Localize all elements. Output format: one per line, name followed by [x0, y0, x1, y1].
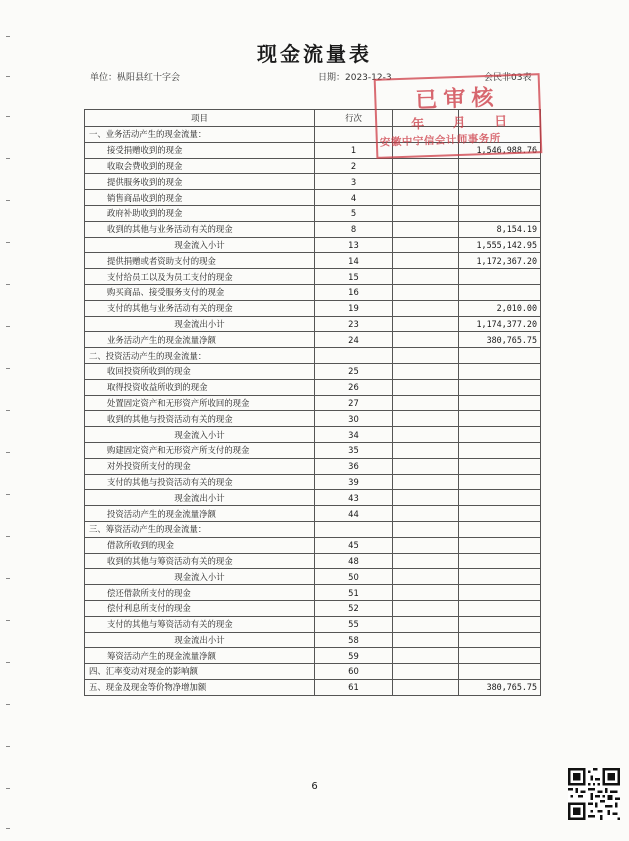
row-line-number: 23 [315, 316, 393, 332]
row-prior-amount [393, 616, 459, 632]
row-line-number: 58 [315, 632, 393, 648]
row-amount: 380,765.75 [459, 332, 541, 348]
table-row [85, 158, 541, 174]
row-item-label: 支付的其他与筹资活动有关的现金 [85, 616, 315, 632]
row-item-label: 借款所收到的现金 [85, 537, 315, 553]
row-item-label: 偿还借款所支付的现金 [85, 585, 315, 601]
table-row [85, 632, 541, 648]
row-item-label: 提供服务收到的现金 [85, 174, 315, 190]
row-item-label: 四、汇率变动对现金的影响额 [85, 664, 315, 680]
row-amount [459, 158, 541, 174]
row-line-number: 50 [315, 569, 393, 585]
row-item-label: 收到的其他与筹资活动有关的现金 [85, 553, 315, 569]
row-line-number: 59 [315, 648, 393, 664]
row-amount [459, 490, 541, 506]
row-prior-amount [393, 300, 459, 316]
table-row [85, 332, 541, 348]
header-line: 行次 [315, 110, 393, 127]
row-line-number: 44 [315, 506, 393, 522]
row-prior-amount [393, 348, 459, 364]
row-prior-amount [393, 379, 459, 395]
row-item-label: 支付的其他与业务活动有关的现金 [85, 300, 315, 316]
row-item-label: 提供捐赠或者资助支付的现金 [85, 253, 315, 269]
row-item-label: 现金流出小计 [85, 316, 315, 332]
row-prior-amount [393, 442, 459, 458]
table-row [85, 316, 541, 332]
row-item-label: 三、筹资活动产生的现金流量： [85, 521, 315, 537]
table-row [85, 427, 541, 443]
row-item-label: 筹资活动产生的现金流量净额 [85, 648, 315, 664]
row-prior-amount [393, 679, 459, 695]
table-row [85, 237, 541, 253]
row-amount [459, 427, 541, 443]
row-item-label: 购建固定资产和无形资产所支付的现金 [85, 442, 315, 458]
row-item-label: 收到的其他与投资活动有关的现金 [85, 411, 315, 427]
row-line-number: 15 [315, 269, 393, 285]
unit-label: 单位：枞阳县红十字会 [90, 73, 181, 83]
row-amount [459, 442, 541, 458]
stamp-line2: 年 月 日 [411, 113, 520, 133]
row-amount: 1,546,988.76 [459, 142, 541, 158]
row-amount [459, 411, 541, 427]
stamp-org: 安徽中宁信会计师事务所 [379, 132, 502, 149]
row-item-label: 投资活动产生的现金流量净额 [85, 506, 315, 522]
table-row [85, 253, 541, 269]
table-row [85, 553, 541, 569]
row-line-number: 8 [315, 221, 393, 237]
row-prior-amount [393, 395, 459, 411]
table-row [85, 585, 541, 601]
row-amount [459, 569, 541, 585]
table-row [85, 664, 541, 680]
audit-stamp [374, 73, 543, 159]
row-prior-amount [393, 269, 459, 285]
table-row [85, 474, 541, 490]
row-item-label: 二、投资活动产生的现金流量： [85, 348, 315, 364]
table-row [85, 395, 541, 411]
qr-code-icon [568, 768, 620, 820]
row-line-number: 24 [315, 332, 393, 348]
row-prior-amount [393, 600, 459, 616]
document-title: 现金流量表 [257, 42, 372, 66]
row-line-number: 26 [315, 379, 393, 395]
row-prior-amount [393, 632, 459, 648]
row-prior-amount [393, 237, 459, 253]
row-amount [459, 632, 541, 648]
row-line-number: 60 [315, 664, 393, 680]
row-amount [459, 600, 541, 616]
row-line-number: 45 [315, 537, 393, 553]
row-amount [459, 648, 541, 664]
row-prior-amount [393, 490, 459, 506]
row-item-label: 取得投资收益所收到的现金 [85, 379, 315, 395]
row-amount [459, 553, 541, 569]
row-line-number: 1 [315, 142, 393, 158]
row-prior-amount [393, 569, 459, 585]
row-amount [459, 458, 541, 474]
row-prior-amount [393, 284, 459, 300]
row-amount [459, 585, 541, 601]
row-item-label: 五、现金及现金等价物净增加额 [85, 679, 315, 695]
cash-flow-table [84, 109, 541, 696]
row-line-number: 14 [315, 253, 393, 269]
row-amount: 1,174,377.20 [459, 316, 541, 332]
form-number: 会民非03表 [484, 73, 532, 83]
row-line-number: 5 [315, 205, 393, 221]
table-row [85, 190, 541, 206]
row-item-label: 接受捐赠收到的现金 [85, 142, 315, 158]
row-line-number: 39 [315, 474, 393, 490]
table-row [85, 411, 541, 427]
table-row [85, 521, 541, 537]
table-row [85, 348, 541, 364]
row-item-label: 政府补助收到的现金 [85, 205, 315, 221]
header-item: 项目 [85, 110, 315, 127]
table-row [85, 363, 541, 379]
row-amount [459, 616, 541, 632]
row-amount [459, 506, 541, 522]
row-line-number: 25 [315, 363, 393, 379]
row-prior-amount [393, 316, 459, 332]
row-line-number: 61 [315, 679, 393, 695]
row-prior-amount [393, 506, 459, 522]
row-line-number: 2 [315, 158, 393, 174]
row-amount: 1,172,367.20 [459, 253, 541, 269]
row-item-label: 收回投资所收到的现金 [85, 363, 315, 379]
row-item-label: 现金流入小计 [85, 427, 315, 443]
row-item-label: 现金流入小计 [85, 569, 315, 585]
row-item-label: 偿付利息所支付的现金 [85, 600, 315, 616]
row-prior-amount [393, 458, 459, 474]
row-prior-amount [393, 427, 459, 443]
row-line-number [315, 521, 393, 537]
table-row [85, 174, 541, 190]
row-line-number: 48 [315, 553, 393, 569]
row-line-number: 27 [315, 395, 393, 411]
row-line-number: 43 [315, 490, 393, 506]
row-prior-amount [393, 158, 459, 174]
row-item-label: 业务活动产生的现金流量净额 [85, 332, 315, 348]
row-item-label: 现金流入小计 [85, 237, 315, 253]
row-amount [459, 363, 541, 379]
table-row [85, 300, 541, 316]
row-line-number: 3 [315, 174, 393, 190]
row-amount [459, 205, 541, 221]
row-line-number: 36 [315, 458, 393, 474]
row-amount [459, 537, 541, 553]
row-item-label: 处置固定资产和无形资产所收回的现金 [85, 395, 315, 411]
row-item-label: 收到的其他与业务活动有关的现金 [85, 221, 315, 237]
row-line-number: 13 [315, 237, 393, 253]
row-amount: 1,555,142.95 [459, 237, 541, 253]
table-row [85, 458, 541, 474]
table-row [85, 569, 541, 585]
table-row [85, 648, 541, 664]
row-amount [459, 395, 541, 411]
table-row [85, 284, 541, 300]
row-prior-amount [393, 190, 459, 206]
row-prior-amount [393, 411, 459, 427]
row-item-label: 购买商品、接受服务支付的现金 [85, 284, 315, 300]
table-row [85, 616, 541, 632]
table-row [85, 537, 541, 553]
table-row [85, 205, 541, 221]
row-amount [459, 190, 541, 206]
row-line-number: 19 [315, 300, 393, 316]
row-prior-amount [393, 174, 459, 190]
row-item-label: 销售商品收到的现金 [85, 190, 315, 206]
date-label: 日期：2023-12-3 [318, 73, 392, 83]
row-amount: 2,010.00 [459, 300, 541, 316]
row-item-label: 现金流出小计 [85, 632, 315, 648]
row-amount: 8,154.19 [459, 221, 541, 237]
table-row [85, 442, 541, 458]
row-item-label: 对外投资所支付的现金 [85, 458, 315, 474]
row-prior-amount [393, 221, 459, 237]
row-prior-amount [393, 537, 459, 553]
table-row [85, 490, 541, 506]
table-row [85, 269, 541, 285]
table-row [85, 221, 541, 237]
row-amount [459, 664, 541, 680]
stamp-line1: 已审核 [414, 85, 500, 114]
row-line-number [315, 348, 393, 364]
row-line-number: 52 [315, 600, 393, 616]
row-prior-amount [393, 332, 459, 348]
row-amount [459, 348, 541, 364]
row-amount [459, 379, 541, 395]
row-prior-amount [393, 553, 459, 569]
row-item-label: 收取会费收到的现金 [85, 158, 315, 174]
row-amount [459, 269, 541, 285]
row-amount [459, 474, 541, 490]
row-line-number: 30 [315, 411, 393, 427]
row-item-label: 一、业务活动产生的现金流量： [85, 127, 315, 143]
row-line-number: 51 [315, 585, 393, 601]
row-line-number: 34 [315, 427, 393, 443]
table-row [85, 600, 541, 616]
row-prior-amount [393, 205, 459, 221]
row-prior-amount [393, 585, 459, 601]
row-prior-amount [393, 363, 459, 379]
row-amount [459, 284, 541, 300]
row-item-label: 现金流出小计 [85, 490, 315, 506]
table-row [85, 506, 541, 522]
row-prior-amount [393, 253, 459, 269]
row-amount: 380,765.75 [459, 679, 541, 695]
row-line-number: 4 [315, 190, 393, 206]
row-line-number: 55 [315, 616, 393, 632]
row-prior-amount [393, 648, 459, 664]
row-line-number: 16 [315, 284, 393, 300]
table-row [85, 379, 541, 395]
row-item-label: 支付的其他与投资活动有关的现金 [85, 474, 315, 490]
row-prior-amount [393, 664, 459, 680]
row-amount [459, 174, 541, 190]
row-line-number: 35 [315, 442, 393, 458]
row-amount [459, 521, 541, 537]
row-prior-amount [393, 521, 459, 537]
page-number: 6 [311, 781, 318, 792]
row-item-label: 支付给员工以及为员工支付的现金 [85, 269, 315, 285]
row-prior-amount [393, 474, 459, 490]
table-row [85, 679, 541, 695]
